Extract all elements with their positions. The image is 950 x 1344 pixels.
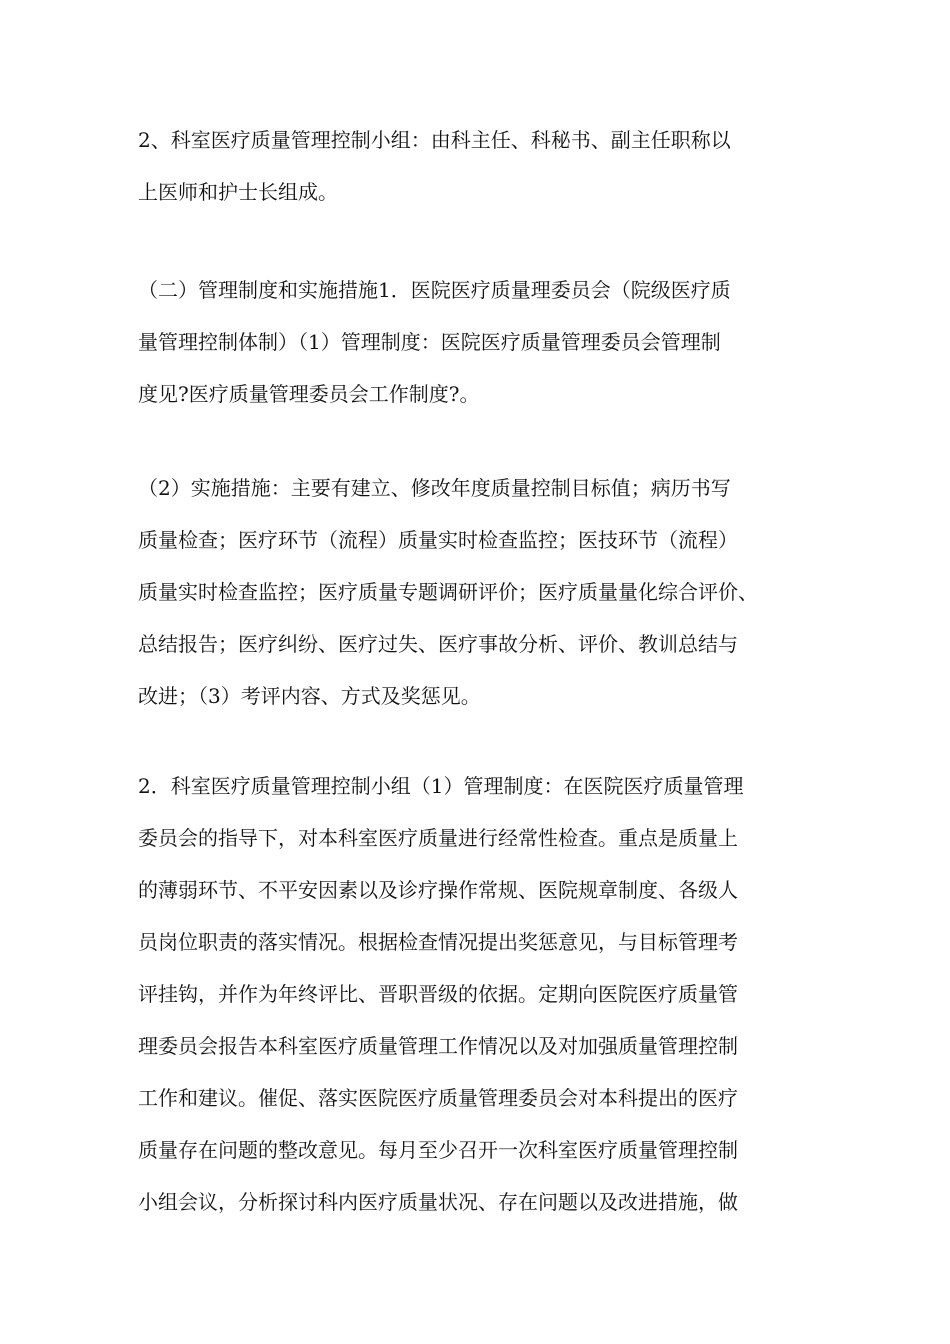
paragraph-line: 理委员会报告本科室医疗质量管理工作情况以及对加强质量管理控制 xyxy=(138,1034,738,1058)
paragraph-line: 2、科室医疗质量管理控制小组：由科主任、科秘书、副主任职称以 xyxy=(138,128,731,152)
paragraph-line: 委员会的指导下，对本科室医疗质量进行经常性检查。重点是质量上 xyxy=(138,826,738,850)
paragraph-line: 工作和建议。催促、落实医院医疗质量管理委员会对本科提出的医疗 xyxy=(138,1086,738,1110)
paragraph-line: 评挂钩，并作为年终评比、晋职晋级的依据。定期向医院医疗质量管 xyxy=(138,982,738,1006)
paragraph-line: 总结报告；医疗纠纷、医疗过失、医疗事故分析、评价、教训总结与 xyxy=(138,632,738,656)
paragraph-4 xyxy=(138,760,743,1228)
paragraph-line: 2．科室医疗质量管理控制小组（1）管理制度：在医院医疗质量管理 xyxy=(138,774,744,798)
paragraph-1 xyxy=(138,114,731,218)
paragraph-line: 小组会议，分析探讨科内医疗质量状况、存在问题以及改进措施，做 xyxy=(138,1190,738,1214)
paragraph-line: 的薄弱环节、不平安因素以及诊疗操作常规、医院规章制度、各级人 xyxy=(138,878,738,902)
paragraph-line: （2）实施措施：主要有建立、修改年度质量控制目标值；病历书写 xyxy=(138,476,731,500)
paragraph-line: 量管理控制体制）（1）管理制度：医院医疗质量管理委员会管理制 xyxy=(138,330,721,354)
paragraph-line: 改进；（3）考评内容、方式及奖惩见。 xyxy=(138,684,481,708)
paragraph-3 xyxy=(138,462,758,722)
paragraph-line: 度见?医疗质量管理委员会工作制度?。 xyxy=(138,382,480,406)
paragraph-line: 上医师和护士长组成。 xyxy=(138,180,338,204)
paragraph-2 xyxy=(138,264,731,420)
paragraph-line: 质量存在问题的整改意见。每月至少召开一次科室医疗质量管理控制 xyxy=(138,1138,738,1162)
paragraph-line: 质量实时检查监控；医疗质量专题调研评价；医疗质量量化综合评价、 xyxy=(138,580,758,604)
paragraph-line: （二）管理制度和实施措施1．医院医疗质量理委员会（院级医疗质 xyxy=(138,278,731,302)
paragraph-line: 员岗位职责的落实情况。根据检查情况提出奖惩意见，与目标管理考 xyxy=(138,930,738,954)
paragraph-line: 质量检查；医疗环节（流程）质量实时检查监控；医技环节（流程） xyxy=(138,528,738,552)
